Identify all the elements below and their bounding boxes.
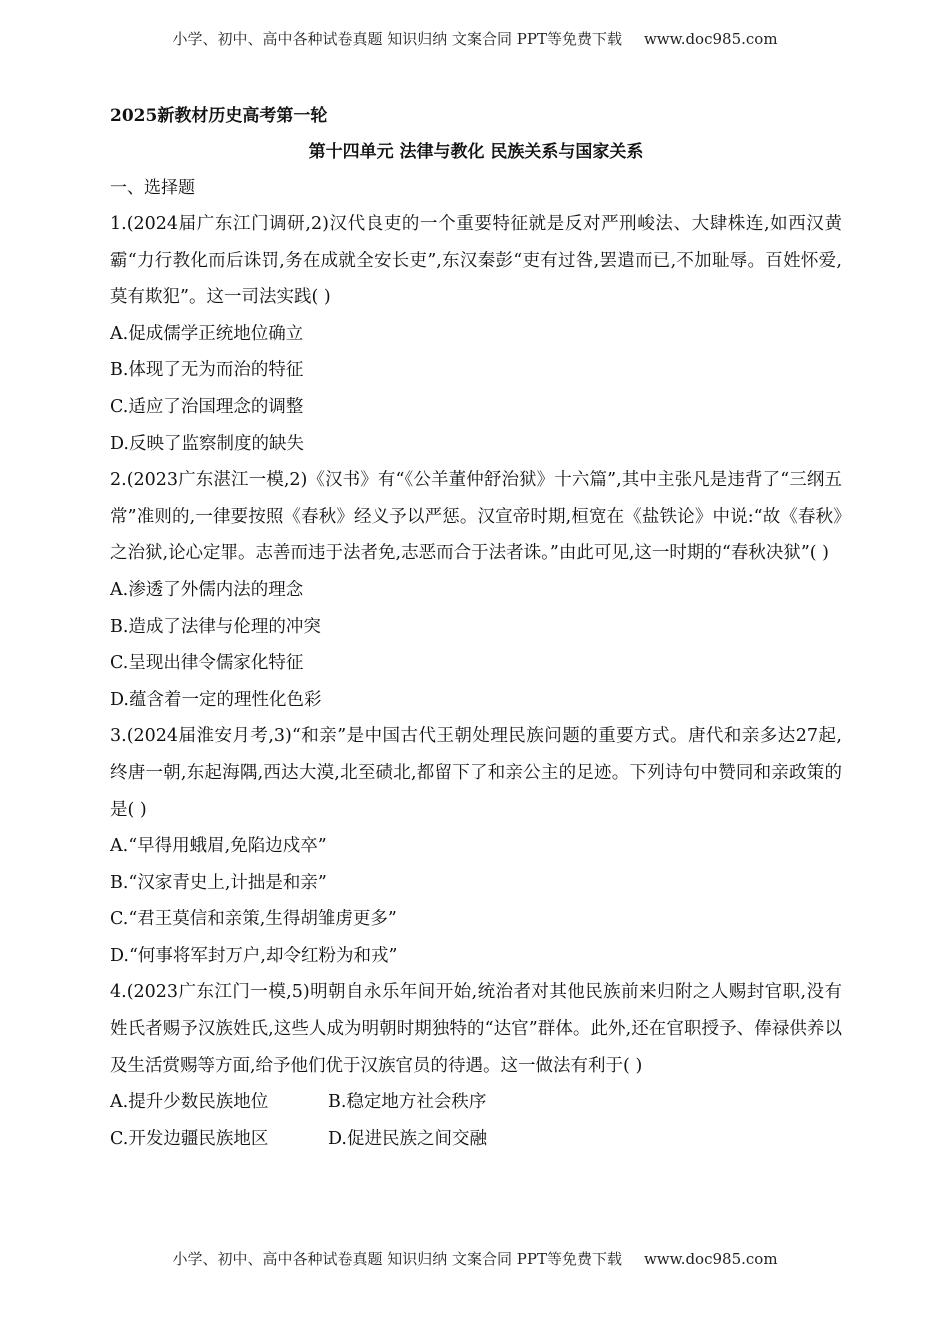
option-row [110,1121,842,1158]
footer-banner [0,1248,950,1269]
header-banner [0,28,950,49]
option-a: A.促成儒学正统地位确立 [110,323,304,344]
option-a: A.“早得用蛾眉,免陷边戍卒” [110,836,327,857]
option-a: A.提升少数民族地位 [110,1092,269,1113]
question-stem: 4.(2023广东江门一模,5)明朝自永乐年间开始,统治者对其他民族前来归附之人赐封官职,没有姓氏者赐予汉族姓氏,这些人成为明朝时期独特的“达官”群体。此外,还在官职授予、俸禄供养以及生活赏赐等方面,给予他们优于汉族官员的待遇。这一做法有利于( ) [110,982,842,1076]
option-d: D.“何事将军封万户,却令红粉为和戎” [110,945,398,966]
unit-title: 第十四单元 法律与教化 民族关系与国家关系 [308,142,644,162]
option-b: B.体现了无为而治的特征 [110,360,304,381]
section-heading: 一、选择题 [110,178,195,198]
footer-banner-url[interactable]: www.doc985.com [643,1250,778,1268]
option-b: B.“汉家青史上,计拙是和亲” [110,872,327,893]
header-banner-text: 小学、初中、高中各种试卷真题 知识归纳 文案合同 PPT等免费下载 [172,30,622,48]
option-c: C.“君王莫信和亲策,生得胡雏虏更多” [110,909,397,930]
question-3 [110,718,842,974]
option-a: A.渗透了外儒内法的理念 [110,579,304,600]
option-c: C.开发边疆民族地区 [110,1128,269,1149]
option-row [110,1084,842,1121]
question-stem: 1.(2024届广东江门调研,2)汉代良吏的一个重要特征就是反对严刑峻法、大肆株连,如西汉黄霸“力行教化而后诛罚,务在成就全安长吏”,东汉秦彭“吏有过咎,罢遣而已,不加耻辱。百姓怀爱,莫有欺犯”。这一司法实践( ) [110,214,842,308]
header-banner-url[interactable]: www.doc985.com [643,30,778,48]
option-b: B.造成了法律与伦理的冲突 [110,616,321,637]
document-title: 2025新教材历史高考第一轮 [110,106,328,126]
option-c: C.适应了治国理念的调整 [110,396,304,417]
option-b: B.稳定地方社会秩序 [328,1092,487,1113]
question-stem: 3.(2024届淮安月考,3)“和亲”是中国古代王朝处理民族问题的重要方式。唐代和亲多达27起,终唐一朝,东起海隅,西达大漠,北至碛北,都留下了和亲公主的足迹。下列诗句中赞同和亲政策的是( ) [110,726,842,820]
option-d: D.促进民族之间交融 [328,1128,487,1149]
footer-banner-text: 小学、初中、高中各种试卷真题 知识归纳 文案合同 PPT等免费下载 [172,1250,622,1268]
document-body [110,98,842,1157]
option-d: D.蕴含着一定的理性化色彩 [110,689,322,710]
option-d: D.反映了监察制度的缺失 [110,433,304,454]
option-c: C.呈现出律令儒家化特征 [110,653,304,674]
question-stem: 2.(2023广东湛江一模,2)《汉书》有“《公羊董仲舒治狱》十六篇”,其中主张凡是违背了“三纲五常”准则的,一律要按照《春秋》经义予以严惩。汉宣帝时期,桓宽在《盐铁论》中说:“故《春秋》之治狱,论心定罪。志善而违于法者免,志恶而合于法者诛。”由此可见,这一时期的“春秋决狱”( ) [110,470,842,564]
question-4 [110,974,842,1157]
question-2 [110,462,842,718]
question-1 [110,206,842,462]
